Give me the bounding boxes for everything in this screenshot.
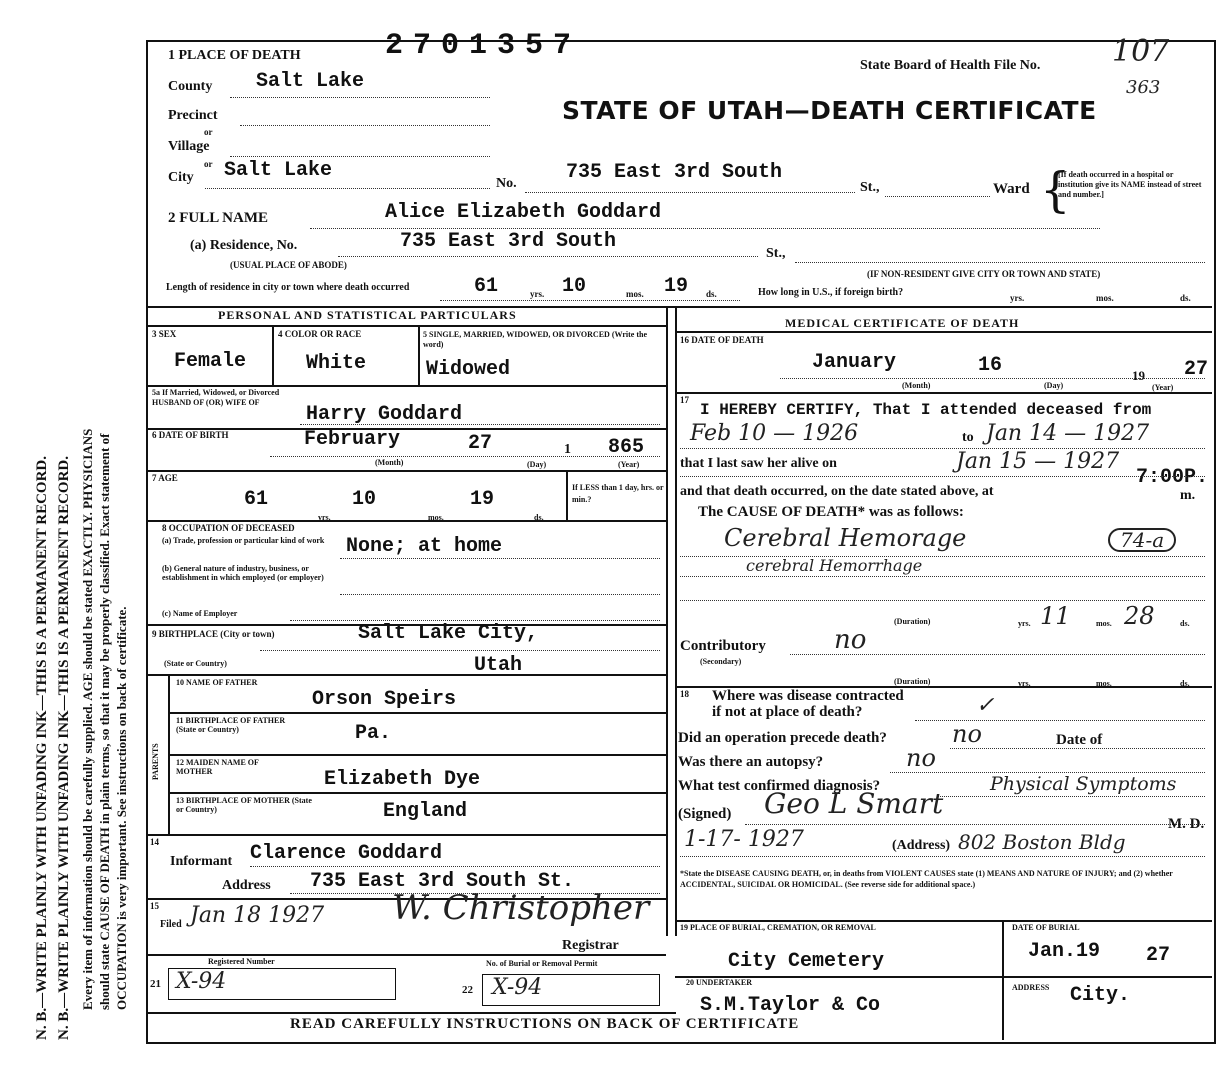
date-of-burial-year: 27 xyxy=(1146,944,1171,967)
physician-address-value: 802 Boston Bldg xyxy=(958,830,1126,854)
burial-permit-title: No. of Burial or Removal Permit xyxy=(486,959,598,968)
contributory-days-label: ds. xyxy=(1180,679,1190,688)
age-years: 61 xyxy=(244,488,269,511)
informant-value: Clarence Goddard xyxy=(250,842,443,865)
street-no-label: No. xyxy=(496,176,517,191)
duration-years-label: yrs. xyxy=(1018,619,1031,628)
physician-signature: Geo L Smart xyxy=(764,787,944,820)
nonresident-note: (IF NON-RESIDENT GIVE CITY OR TOWN AND STATE) xyxy=(867,269,1101,279)
precinct-label: Precinct xyxy=(168,108,218,123)
father-label: 10 NAME OF FATHER xyxy=(176,678,258,687)
state-file-sub-number: 363 xyxy=(1126,77,1161,98)
marital-label: 5 SINGLE, MARRIED, WIDOWED, OR DIVORCED (Write the word) xyxy=(423,330,647,349)
spouse-value: Harry Goddard xyxy=(306,403,463,426)
or-label-2: or xyxy=(204,159,213,169)
side-note-3: Every item of information should be carefully supplied. AGE should be stated EXACTLY. PHYSICIANS xyxy=(80,428,95,1010)
contributory-label: Contributory xyxy=(680,638,766,654)
contributory-value: no xyxy=(834,625,867,655)
death-month: January xyxy=(812,351,897,374)
dob-day-label: (Day) xyxy=(527,460,547,469)
occupation-value: None; at home xyxy=(346,535,503,558)
state-file-number: 107 xyxy=(1112,34,1170,69)
color-value: White xyxy=(306,352,367,375)
ward-note: [If death occurred in a hospital or institution give its NAME instead of street and number.] xyxy=(1058,170,1202,199)
duration-years-value: 11 xyxy=(1040,602,1071,630)
city-value: Salt Lake xyxy=(224,159,333,182)
mother-label: 12 MAIDEN NAME OF MOTHER xyxy=(176,758,259,776)
us-days-label: ds. xyxy=(1180,293,1191,303)
length-residence-months: 10 xyxy=(562,275,587,298)
md-label: M. D. xyxy=(1168,816,1205,832)
registered-number-value: X-94 xyxy=(176,969,227,994)
side-note-5: OCCUPATION is very important. See instructions on back of certificate. xyxy=(114,606,129,1010)
duration-months-label: mos. xyxy=(1096,619,1112,628)
father-birthplace-label: 11 BIRTHPLACE OF FATHER (State or Country) xyxy=(176,716,286,734)
length-years-label: yrs. xyxy=(530,289,545,299)
cause-code-value: 74-a xyxy=(1108,528,1176,552)
death-day-label: (Day) xyxy=(1044,381,1064,390)
cause-of-death-value: Cerebral Hemorage xyxy=(724,524,967,552)
certificate-number: 2701357 xyxy=(385,29,582,63)
dob-month: February xyxy=(304,428,401,451)
undertaker-value: S.M.Taylor & Co xyxy=(700,994,881,1017)
us-residence-label: How long in U.S., if foreign birth? xyxy=(758,287,904,298)
marital-value: Widowed xyxy=(426,358,511,381)
length-residence-days: 19 xyxy=(664,275,689,298)
length-residence-years: 61 xyxy=(474,275,499,298)
spouse-label: 5a If Married, Widowed, or Divorced HUSBAND OF (OR) WIFE OF xyxy=(152,388,280,407)
or-label: or xyxy=(204,127,213,137)
signed-label: (Signed) xyxy=(678,806,732,822)
question-18-line1: Where was disease contracted xyxy=(712,688,904,704)
residence-st-label: St., xyxy=(766,246,786,261)
informant-address-label: Address xyxy=(222,878,271,893)
informant-address-value: 735 East 3rd South St. xyxy=(310,870,575,893)
death-year-label: (Year) xyxy=(1152,383,1174,392)
date-of-label: Date of xyxy=(1056,732,1103,748)
filed-number: 15 xyxy=(150,901,159,911)
residence-value: 735 East 3rd South xyxy=(400,230,617,253)
dob-month-label: (Month) xyxy=(375,458,404,467)
operation-value: no xyxy=(952,720,982,748)
date-of-burial-value: Jan.19 xyxy=(1028,940,1101,963)
place-of-death-label: 1 PLACE OF DEATH xyxy=(168,48,301,63)
occupation-a-label: (a) Trade, profession or particular kind of work xyxy=(162,536,325,545)
operation-label: Did an operation precede death? xyxy=(678,730,887,746)
autopsy-value: no xyxy=(906,744,936,772)
contributory-duration-label: (Duration) xyxy=(894,677,931,686)
birthplace-label: 9 BIRTHPLACE (City or town) xyxy=(152,629,275,639)
attend-to-label: to xyxy=(962,430,974,445)
footer-instructions: READ CAREFULLY INSTRUCTIONS ON BACK OF CERTIFICATE xyxy=(290,1016,800,1032)
dob-year-prefix: 1 xyxy=(564,442,571,457)
attend-from-date: Feb 10 — 1926 xyxy=(690,421,859,446)
death-month-label: (Month) xyxy=(902,381,931,390)
question-18-value: ✓ xyxy=(976,693,995,718)
registered-number-label: 21 xyxy=(150,978,161,990)
place-of-burial-value: City Cemetery xyxy=(728,950,885,973)
question-18-number: 18 xyxy=(680,689,689,699)
filed-date: Jan 18 1927 xyxy=(190,903,325,928)
certificate-title: STATE OF UTAH—DEATH CERTIFICATE xyxy=(562,96,1097,125)
last-saw-date: Jan 15 — 1927 xyxy=(956,449,1120,474)
date-of-burial-label: DATE OF BURIAL xyxy=(1012,923,1080,932)
signed-date: 1-17- 1927 xyxy=(684,827,804,852)
state-file-label: State Board of Health File No. xyxy=(860,58,1041,73)
death-street-value: 735 East 3rd South xyxy=(566,161,783,184)
us-months-label: mos. xyxy=(1096,293,1114,303)
dob-year: 865 xyxy=(608,436,645,459)
filed-label: Filed xyxy=(160,919,182,930)
side-note-1: N. B.—WRITE PLAINLY WITH UNFADING INK—THIS IS A PERMANENT RECORD. xyxy=(34,456,50,1040)
residence-label: (a) Residence, No. xyxy=(190,238,298,253)
cause-note-value: cerebral Hemorrhage xyxy=(746,556,923,575)
length-months-label: mos. xyxy=(626,289,644,299)
mother-value: Elizabeth Dye xyxy=(324,768,481,791)
certify-text: I HEREBY CERTIFY, That I attended deceased from xyxy=(700,401,1152,419)
length-residence-label: Length of residence in city or town where death occurred xyxy=(166,282,410,293)
autopsy-label: Was there an autopsy? xyxy=(678,754,824,770)
sex-label: 3 SEX xyxy=(152,329,177,339)
dob-label: 6 DATE OF BIRTH xyxy=(152,430,229,440)
death-time-m-label: m. xyxy=(1180,488,1196,503)
birthplace-city: Salt Lake City, xyxy=(358,622,539,645)
last-saw-text: that I last saw her alive on xyxy=(680,456,837,471)
cause-of-death-label: The CAUSE OF DEATH* was as follows: xyxy=(698,504,964,520)
death-time: 7:00P. xyxy=(1136,466,1209,489)
undertaker-address-label: ADDRESS xyxy=(1012,983,1050,992)
informant-number: 14 xyxy=(150,837,159,847)
street-st-label: St., xyxy=(860,180,880,195)
attend-to-date: Jan 14 — 1927 xyxy=(986,421,1150,446)
sex-value: Female xyxy=(174,350,247,373)
age-months-label: mos. xyxy=(428,513,444,522)
question-18-line2: if not at place of death? xyxy=(712,704,863,720)
cause-footnote: *State the DISEASE CAUSING DEATH, or, in deaths from VIOLENT CAUSES state (1) MEANS AND NATURE OF INJURY; and (2) whether ACCIDENTAL, SUICIDAL OR HOMICIDAL. (See reverse side for additional space.) xyxy=(680,869,1173,889)
place-of-burial-label: 19 PLACE OF BURIAL, CREMATION, OR REMOVAL xyxy=(680,923,876,932)
duration-months-value: 28 xyxy=(1124,602,1155,630)
residence-sub-label: (USUAL PLACE OF ABODE) xyxy=(230,260,347,270)
undertaker-address-value: City. xyxy=(1070,984,1131,1007)
registrar-label: Registrar xyxy=(562,938,619,953)
mother-birthplace-value: England xyxy=(383,800,468,823)
contributory-years-label: yrs. xyxy=(1018,679,1031,688)
us-years-label: yrs. xyxy=(1010,293,1025,303)
duration-days-label: ds. xyxy=(1180,619,1190,628)
birthplace-state-label: (State or Country) xyxy=(164,659,227,668)
registrar-signature: W. Christopher xyxy=(392,888,650,928)
age-less-label: If LESS than 1 day, hrs. or min.? xyxy=(572,483,664,504)
medical-heading: MEDICAL CERTIFICATE OF DEATH xyxy=(785,316,1020,330)
occupation-label: 8 OCCUPATION OF DECEASED xyxy=(162,523,295,533)
undertaker-label: 20 UNDERTAKER xyxy=(686,978,753,987)
informant-label: Informant xyxy=(170,854,233,869)
age-days: 19 xyxy=(470,488,495,511)
age-label: 7 AGE xyxy=(152,473,178,483)
occupation-c-label: (c) Name of Employer xyxy=(162,609,238,618)
length-days-label: ds. xyxy=(706,289,717,299)
duration-label: (Duration) xyxy=(894,617,931,626)
burial-permit-label: 22 xyxy=(462,984,473,996)
death-day: 16 xyxy=(978,354,1003,377)
full-name-label: 2 FULL NAME xyxy=(168,210,269,226)
physician-address-label: (Address) xyxy=(892,838,951,853)
father-birthplace-value: Pa. xyxy=(355,722,392,745)
personal-heading: PERSONAL AND STATISTICAL PARTICULARS xyxy=(218,308,517,322)
age-months: 10 xyxy=(352,488,377,511)
side-note-2: N. B.—WRITE PLAINLY WITH UNFADING INK—THIS IS A PERMANENT RECORD. xyxy=(56,456,72,1040)
date-of-death-label: 16 DATE OF DEATH xyxy=(680,335,764,345)
full-name-value: Alice Elizabeth Goddard xyxy=(385,201,662,224)
side-note-4: should state CAUSE OF DEATH in plain terms, so that it may be properly classified. Exact statement of xyxy=(97,433,112,1010)
color-label: 4 COLOR OR RACE xyxy=(278,329,362,339)
father-value: Orson Speirs xyxy=(312,688,457,711)
test-label: What test confirmed diagnosis? xyxy=(678,778,881,794)
burial-permit-value: X-94 xyxy=(492,975,543,1000)
secondary-label: (Secondary) xyxy=(700,657,742,666)
ward-brace: { xyxy=(1040,162,1071,218)
age-days-label: ds. xyxy=(534,513,544,522)
ward-label: Ward xyxy=(993,181,1030,197)
contributory-months-label: mos. xyxy=(1096,679,1112,688)
certify-number: 17 xyxy=(680,395,689,405)
dob-year-label: (Year) xyxy=(618,460,640,469)
city-label: City xyxy=(168,170,194,185)
county-label: County xyxy=(168,79,213,94)
death-occurred-text: and that death occurred, on the date stated above, at xyxy=(680,484,994,499)
mother-birthplace-label: 13 BIRTHPLACE OF MOTHER (State or Country) xyxy=(176,796,312,814)
county-value: Salt Lake xyxy=(256,70,365,93)
birthplace-state: Utah xyxy=(474,654,523,677)
occupation-b-label: (b) General nature of industry, business, or establishment in which employed (or employer) xyxy=(162,564,324,582)
parents-label: PARENTS xyxy=(151,743,160,780)
village-label: Village xyxy=(168,139,210,154)
death-year-prefix: 19 xyxy=(1132,368,1145,383)
death-year: 27 xyxy=(1184,358,1209,381)
registered-number-title: Registered Number xyxy=(208,957,275,966)
age-years-label: yrs. xyxy=(318,513,331,522)
test-value: Physical Symptoms xyxy=(990,773,1177,795)
dob-day: 27 xyxy=(468,432,493,455)
